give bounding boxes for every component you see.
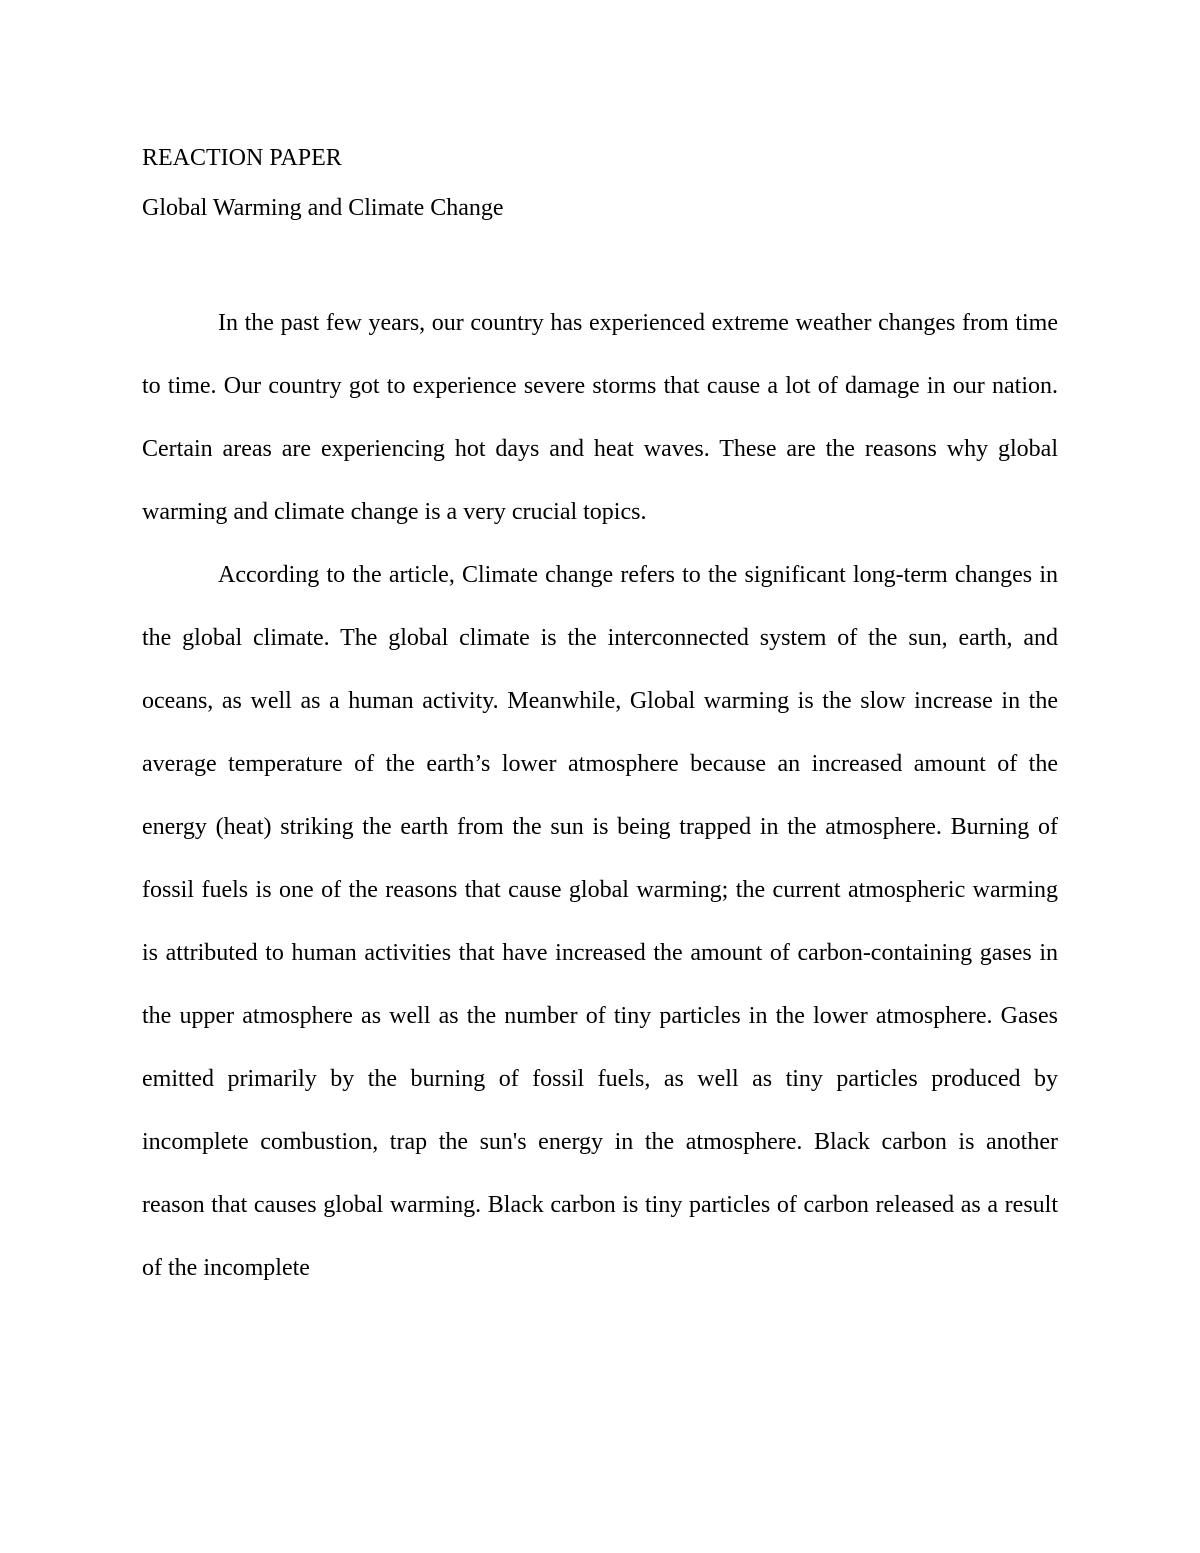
document-subtitle: Global Warming and Climate Change: [142, 195, 504, 221]
paragraph-intro: In the past few years, our country has experienced extreme weather changes from time to time. Our country got to experience severe storms that cause a lot of damage in our nation. Certain areas are experiencing hot days and heat waves. These are the reasons why global warming and climate change is a very crucial topics.: [142, 310, 1058, 525]
paragraph-definitions: According to the article, Climate change refers to the significant long-term changes in the global climate. The global climate is the interconnected system of the sun, earth, and oceans, as well as a human activity. Meanwhile, Global warming is the slow increase in the average temperature of the earth’s lower atmosphere because an increased amount of the energy (heat) striking the earth from the sun is being trapped in the atmosphere. Burning of fossil fuels is one of the reasons that cause global warming; the current atmospheric warming is attributed to human activities that have increased the amount of carbon-containing gases in the upper atmosphere as well as the number of tiny particles in the lower atmosphere. Gases emitted primarily by the burning of fossil fuels, as well as tiny particles produced by incomplete combustion, trap the sun's energy in the atmosphere. Black carbon is another reason that causes global warming. Black carbon is tiny particles of carbon released as a result of the incomplete: [142, 562, 1058, 1281]
document-title: REACTION PAPER: [142, 145, 342, 171]
document-body: [142, 292, 1058, 1300]
